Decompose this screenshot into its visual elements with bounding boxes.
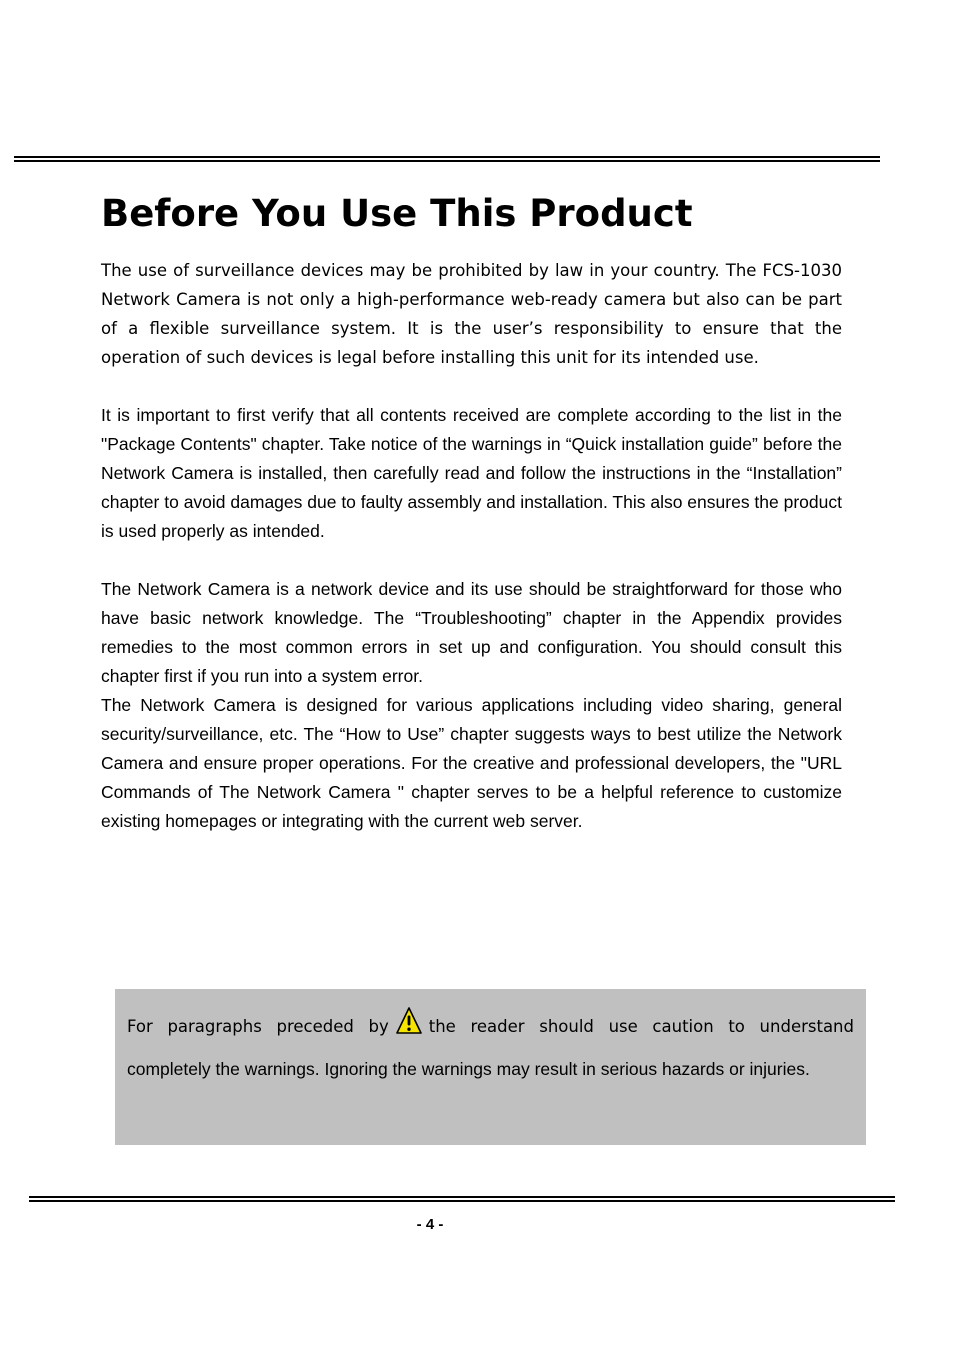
caution-first-line	[127, 1003, 854, 1055]
caution-note	[115, 989, 866, 1145]
header-rule	[14, 156, 880, 162]
paragraph-legal-notice: The use of surveillance devices may be prohibited by law in your country. The FCS-1030 Network Camera is not only a high-performance web-ready camera but also can be part of a flexible surveillance system. It is the user’s responsibility to ensure that the operation of such devices is legal before installing this unit for its intended use.	[101, 261, 842, 367]
body-text	[101, 256, 842, 836]
footer-rule	[29, 1196, 895, 1202]
page-title: Before You Use This Product	[101, 192, 693, 235]
caution-text-rest: completely the warnings. Ignoring the warnings may result in serious hazards or injuries.	[127, 1059, 810, 1079]
page-number: - 4 -	[416, 1216, 444, 1233]
caution-text-before-icon: For paragraphs preceded by	[127, 1017, 389, 1036]
warning-triangle-icon	[395, 1006, 423, 1055]
paragraph-applications: The Network Camera is designed for various applications including video sharing, general security/surveillance, etc. The “How to Use” chapter suggests ways to best utilize the Network Camera and ensure proper operations. For the creative and professional developers, the "URL Commands of The Network Camera " chapter serves to be a helpful reference to customize existing homepages or integrating with the current web server.	[101, 695, 842, 831]
paragraph-package-contents: It is important to first verify that all contents received are complete according to the list in the "Package Contents" chapter. Take notice of the warnings in “Quick installation guide” before the Network Camera is installed, then carefully read and follow the instructions in the “Installation” chapter to avoid damages due to faulty assembly and installation. This also ensures the product is used properly as intended.	[101, 405, 842, 541]
paragraph-troubleshooting: The Network Camera is a network device and its use should be straightforward for those who have basic network knowledge. The “Troubleshooting” chapter in the Appendix provides remedies to the most common errors in set up and configuration. You should consult this chapter first if you run into a system error.	[101, 579, 842, 686]
caution-text-after-icon: the reader should use caution to understand	[428, 1017, 854, 1036]
